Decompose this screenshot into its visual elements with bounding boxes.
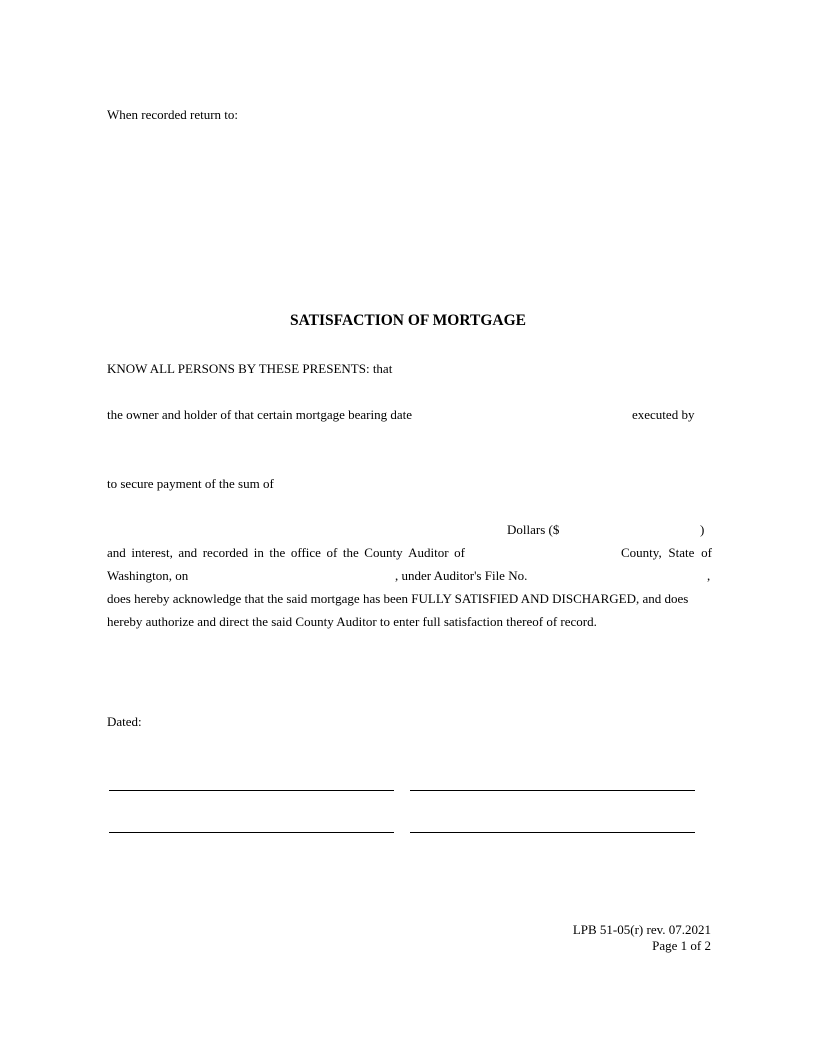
signature-line bbox=[109, 832, 394, 833]
executed-by-text: executed by bbox=[632, 407, 695, 422]
dollars-text: Dollars ($ bbox=[507, 522, 560, 537]
page-number: Page 1 of 2 bbox=[652, 938, 711, 953]
secure-payment-text: to secure payment of the sum of bbox=[107, 476, 274, 491]
dated-label: Dated: bbox=[107, 714, 142, 729]
signature-line bbox=[410, 790, 695, 791]
word: the bbox=[269, 545, 286, 560]
word: and bbox=[178, 545, 198, 560]
document-title: SATISFACTION OF MORTGAGE bbox=[290, 312, 526, 329]
form-number: LPB 51-05(r) rev. 07.2021 bbox=[572, 922, 711, 937]
signature-line bbox=[109, 790, 394, 791]
know-all-text: KNOW ALL PERSONS BY THESE PRESENTS: that bbox=[107, 361, 393, 376]
owner-holder-text: the owner and holder of that certain mortgage bearing date bbox=[107, 407, 413, 422]
signature-line bbox=[410, 832, 695, 833]
word: State bbox=[668, 545, 695, 560]
word: in bbox=[253, 545, 264, 560]
word: County, bbox=[621, 545, 662, 560]
interest-line-left bbox=[107, 545, 465, 561]
word: of bbox=[326, 545, 338, 560]
dollars-close-paren: ) bbox=[700, 522, 705, 537]
comma-text: , bbox=[707, 568, 711, 583]
word: office bbox=[290, 545, 321, 560]
word: interest, bbox=[131, 545, 173, 560]
washington-on-text: Washington, on bbox=[107, 568, 189, 583]
word: of bbox=[454, 545, 465, 560]
word: the bbox=[342, 545, 359, 560]
word: Auditor bbox=[408, 545, 449, 560]
acknowledge-text: does hereby acknowledge that the said mortgage has been FULLY SATISFIED AND DISCHARGED, and does bbox=[107, 591, 689, 606]
word: of bbox=[701, 545, 712, 560]
word: and bbox=[107, 545, 126, 560]
interest-line-right bbox=[621, 545, 712, 561]
word: County bbox=[364, 545, 403, 560]
authorize-text: hereby authorize and direct the said County Auditor to enter full satisfaction thereof of record. bbox=[107, 614, 597, 629]
auditor-file-text: , under Auditor's File No. bbox=[395, 568, 528, 583]
word: recorded bbox=[202, 545, 249, 560]
return-to-label: When recorded return to: bbox=[107, 107, 239, 122]
